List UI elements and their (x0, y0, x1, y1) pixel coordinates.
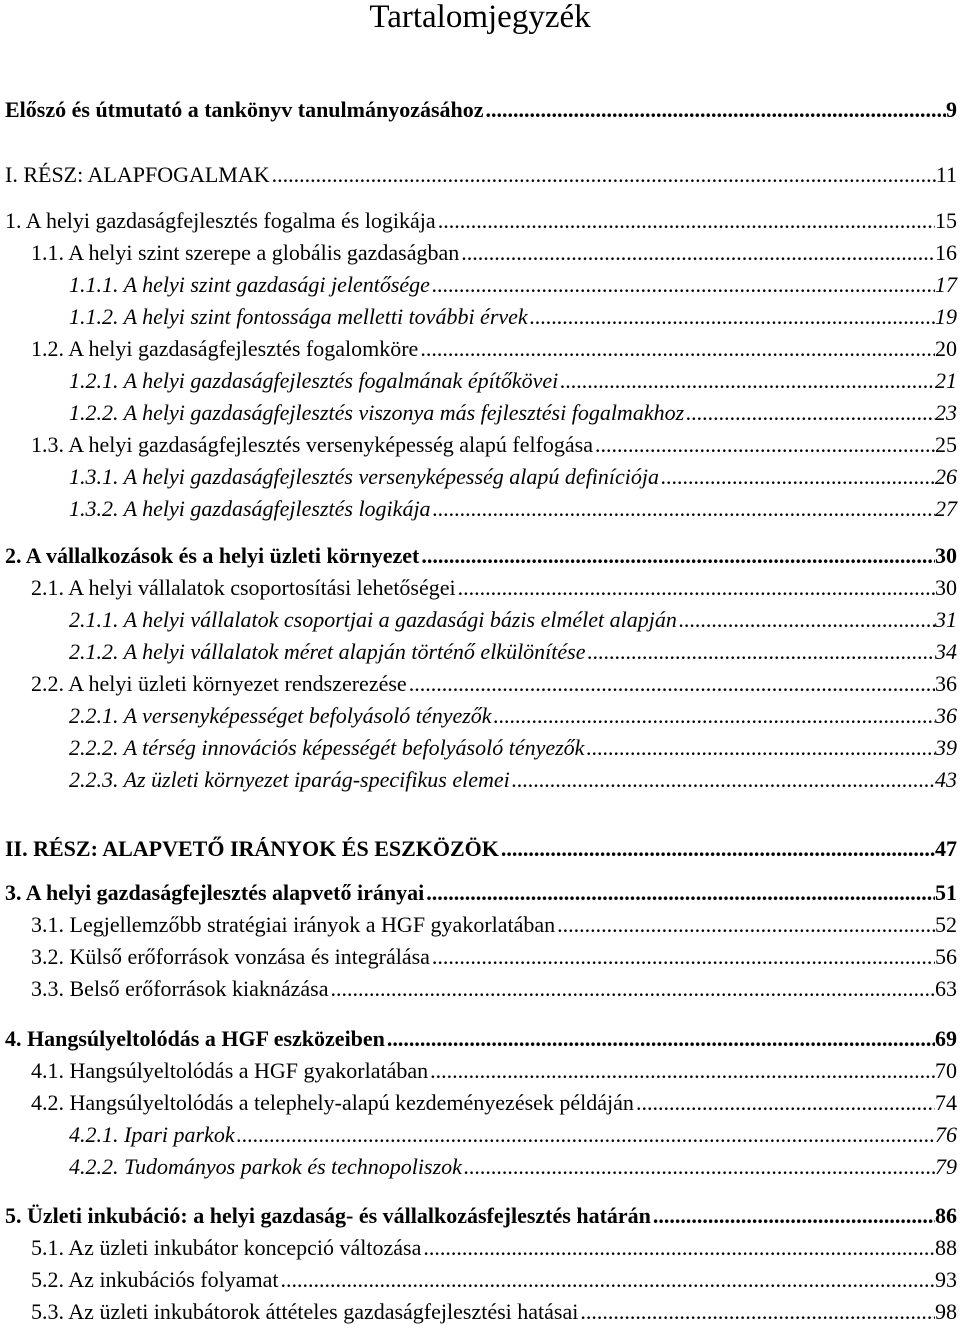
toc-entry-title: 3.1. Legjellemzőbb stratégiai irányok a HGF gyakorlatában (31, 912, 556, 937)
dot-leader (586, 636, 936, 668)
toc-entry-page-number: 20 (935, 336, 957, 361)
toc-entry-title: 4.2. Hangsúlyeltolódás a telephely-alapú kezdeményezések példáján (31, 1090, 634, 1115)
toc-entry[interactable] (69, 636, 957, 668)
toc-entry[interactable] (69, 301, 957, 333)
toc-entry[interactable] (31, 941, 957, 973)
toc-entry[interactable] (31, 237, 957, 269)
dot-leader (651, 1200, 935, 1232)
dot-leader (436, 205, 935, 237)
toc-entry[interactable] (69, 461, 957, 493)
dot-leader (499, 833, 935, 865)
toc-entry-page-number: 51 (935, 880, 957, 905)
toc-entry[interactable] (31, 1264, 957, 1296)
toc-entry-title: 1.3. A helyi gazdaságfejlesztés versenyképesség alapú felfogása (31, 432, 594, 457)
toc-entry-page-number: 15 (935, 208, 957, 233)
toc-entry-page-number: 69 (935, 1026, 957, 1051)
toc-entry-page-number: 56 (935, 944, 957, 969)
dot-leader (421, 1232, 935, 1264)
dot-leader (456, 572, 935, 604)
toc-entry[interactable] (31, 1296, 957, 1328)
toc-entry-page-number: 70 (935, 1058, 957, 1083)
toc-entry[interactable] (31, 1232, 957, 1264)
dot-leader (235, 1119, 935, 1151)
toc-entry-page-number: 25 (935, 432, 957, 457)
toc-entry-page-number: 9 (946, 97, 957, 122)
dot-leader (424, 877, 935, 909)
toc-entry[interactable] (69, 269, 957, 301)
toc-entry-title: 1.2. A helyi gazdaságfejlesztés fogalomköre (31, 336, 419, 361)
dot-leader (385, 1023, 935, 1055)
toc-entry-title: 2.2.2. A térség innovációs képességét befolyásoló tényezők (69, 735, 585, 760)
toc-entry-title: 5. Üzleti inkubáció: a helyi gazdaság- és vállalkozásfejlesztés határán (5, 1203, 651, 1228)
toc-entry-title: 1.1. A helyi szint szerepe a globális gazdaságban (31, 240, 460, 265)
dot-leader (492, 700, 935, 732)
toc-entry-title: 2.1.2. A helyi vállalatok méret alapján történő elkülönítése (69, 639, 586, 664)
toc-entry-title: 2.2. A helyi üzleti környezet rendszerezése (31, 671, 407, 696)
dot-leader (407, 668, 935, 700)
toc-entry-title: 1.3.2. A helyi gazdaságfejlesztés logikája (69, 496, 431, 521)
dot-leader (418, 333, 935, 365)
toc-entry-page-number: 26 (935, 464, 957, 489)
toc-entry-page-number: 52 (935, 912, 957, 937)
toc-entry-page-number: 36 (935, 671, 957, 696)
toc-entry-page-number: 27 (935, 496, 957, 521)
toc-entry-page-number: 30 (935, 543, 957, 568)
toc-entry-page-number: 39 (935, 735, 957, 760)
toc-entry-title: 1.2.1. A helyi gazdaságfejlesztés fogalmának építőkövei (69, 368, 559, 393)
toc-entry[interactable] (31, 1087, 957, 1119)
toc-entry[interactable] (69, 604, 957, 636)
dot-leader (659, 461, 935, 493)
dot-leader (270, 159, 936, 191)
toc-entry-title: 1. A helyi gazdaságfejlesztés fogalma és logikája (5, 208, 436, 233)
toc-entry-title: 1.2.2. A helyi gazdaságfejlesztés viszonya más fejlesztési fogalmakhoz (69, 400, 685, 425)
toc-entry-title: 3. A helyi gazdaságfejlesztés alapvető irányai (5, 880, 425, 905)
dot-leader (278, 1264, 935, 1296)
toc-entry[interactable] (69, 397, 957, 429)
toc-entry[interactable] (5, 1200, 957, 1232)
toc-entry[interactable] (69, 365, 957, 397)
toc-entry-page-number: 93 (935, 1267, 957, 1292)
toc-entry-page-number: 30 (935, 575, 957, 600)
toc-entry-title: Előszó és útmutató a tankönyv tanulmányozásához (5, 97, 484, 122)
toc-entry[interactable] (31, 1055, 957, 1087)
toc-entry[interactable] (31, 909, 957, 941)
toc-entry-title: I. RÉSZ: ALAPFOGALMAK (5, 162, 270, 187)
toc-entry-title: 3.2. Külső erőforrások vonzása és integrálása (31, 944, 430, 969)
dot-leader (430, 941, 935, 973)
toc-entry-title: 2.2.1. A versenyképességet befolyásoló tényezők (69, 703, 492, 728)
dot-leader (430, 269, 935, 301)
dot-leader (510, 764, 935, 796)
toc-entry-title: 4.1. Hangsúlyeltolódás a HGF gyakorlatában (31, 1058, 429, 1083)
toc-entry[interactable] (5, 94, 957, 126)
toc-entry-title: 5.1. Az üzleti inkubátor koncepció változása (31, 1235, 422, 1260)
toc-entry-title: 2.1.1. A helyi vállalatok csoportjai a gazdasági bázis elmélet alapján (69, 607, 677, 632)
dot-leader (428, 1055, 935, 1087)
dot-leader (528, 301, 935, 333)
dot-leader (555, 909, 935, 941)
page-title: Tartalomjegyzék (369, 0, 591, 35)
dot-leader (419, 540, 935, 572)
toc-entry[interactable] (69, 700, 957, 732)
toc-entry[interactable] (69, 1151, 957, 1183)
toc-entry-page-number: 79 (935, 1154, 957, 1179)
toc-entry-page-number: 43 (935, 767, 957, 792)
toc-entry[interactable] (31, 668, 957, 700)
toc-entry-page-number: 36 (935, 703, 957, 728)
dot-leader (484, 94, 946, 126)
toc-entry-page-number: 19 (935, 304, 957, 329)
toc-entry-page-number: 17 (935, 272, 957, 297)
toc-entry[interactable] (31, 572, 957, 604)
toc-entry-title: 1.3.1. A helyi gazdaságfejlesztés versenyképesség alapú definíciója (69, 464, 660, 489)
toc-entry-page-number: 21 (935, 368, 957, 393)
toc-entry-page-number: 88 (935, 1235, 957, 1260)
dot-leader (677, 604, 935, 636)
toc-entry[interactable] (69, 764, 957, 796)
toc-entry[interactable] (5, 159, 957, 191)
toc-entry-page-number: 31 (935, 607, 957, 632)
toc-entry[interactable] (31, 429, 957, 461)
toc-entry-title: 1.1.2. A helyi szint fontossága melletti további érvek (69, 304, 528, 329)
dot-leader (329, 973, 935, 1005)
toc-entry-page-number: 11 (935, 162, 957, 187)
dot-leader (684, 397, 935, 429)
toc-entry-title: 5.3. Az üzleti inkubátorok áttételes gazdaságfejlesztési hatásai (31, 1299, 579, 1324)
toc-entry[interactable] (5, 205, 957, 237)
toc-entry-title: 5.2. Az inkubációs folyamat (31, 1267, 279, 1292)
dot-leader (462, 1151, 935, 1183)
toc-entry[interactable] (5, 833, 957, 865)
toc-entry-title: 3.3. Belső erőforrások kiaknázása (31, 976, 329, 1001)
toc-entry-title: 2.2.3. Az üzleti környezet iparág-specifikus elemei (69, 767, 510, 792)
toc-entry-title: II. RÉSZ: ALAPVETŐ IRÁNYOK ÉS ESZKÖZÖK (5, 836, 499, 861)
dot-leader (584, 732, 935, 764)
toc-entry-page-number: 34 (935, 639, 957, 664)
dot-leader (593, 429, 935, 461)
dot-leader (459, 237, 935, 269)
toc-entry[interactable] (31, 333, 957, 365)
toc-entry-page-number: 98 (935, 1299, 957, 1324)
toc-entry-title: 2.1. A helyi vállalatok csoportosítási lehetőségei (31, 575, 456, 600)
toc-entry[interactable] (69, 1119, 957, 1151)
toc-entry[interactable] (69, 732, 957, 764)
toc-entry-title: 4.2.2. Tudományos parkok és technopoliszok (69, 1154, 462, 1179)
toc-entry-page-number: 47 (935, 836, 957, 861)
toc-entry-title: 4.2.1. Ipari parkok (69, 1122, 235, 1147)
toc-entry[interactable] (5, 877, 957, 909)
toc-entry-title: 1.1.1. A helyi szint gazdasági jelentősége (69, 272, 430, 297)
toc-entry[interactable] (31, 973, 957, 1005)
toc-entry-page-number: 86 (935, 1203, 957, 1228)
dot-leader (558, 365, 935, 397)
dot-leader (578, 1296, 935, 1328)
toc-entry-title: 2. A vállalkozások és a helyi üzleti környezet (5, 543, 420, 568)
toc-entry[interactable] (5, 1023, 957, 1055)
toc-entry-page-number: 74 (935, 1090, 957, 1115)
toc-entry-page-number: 76 (935, 1122, 957, 1147)
toc-entry-title: 4. Hangsúlyeltolódás a HGF eszközeiben (5, 1026, 385, 1051)
toc-entry[interactable] (69, 493, 957, 525)
toc-entry-page-number: 63 (935, 976, 957, 1001)
dot-leader (634, 1087, 935, 1119)
toc-entry[interactable] (5, 540, 957, 572)
toc-entry-page-number: 23 (935, 400, 957, 425)
toc-entry-page-number: 16 (935, 240, 957, 265)
dot-leader (431, 493, 935, 525)
